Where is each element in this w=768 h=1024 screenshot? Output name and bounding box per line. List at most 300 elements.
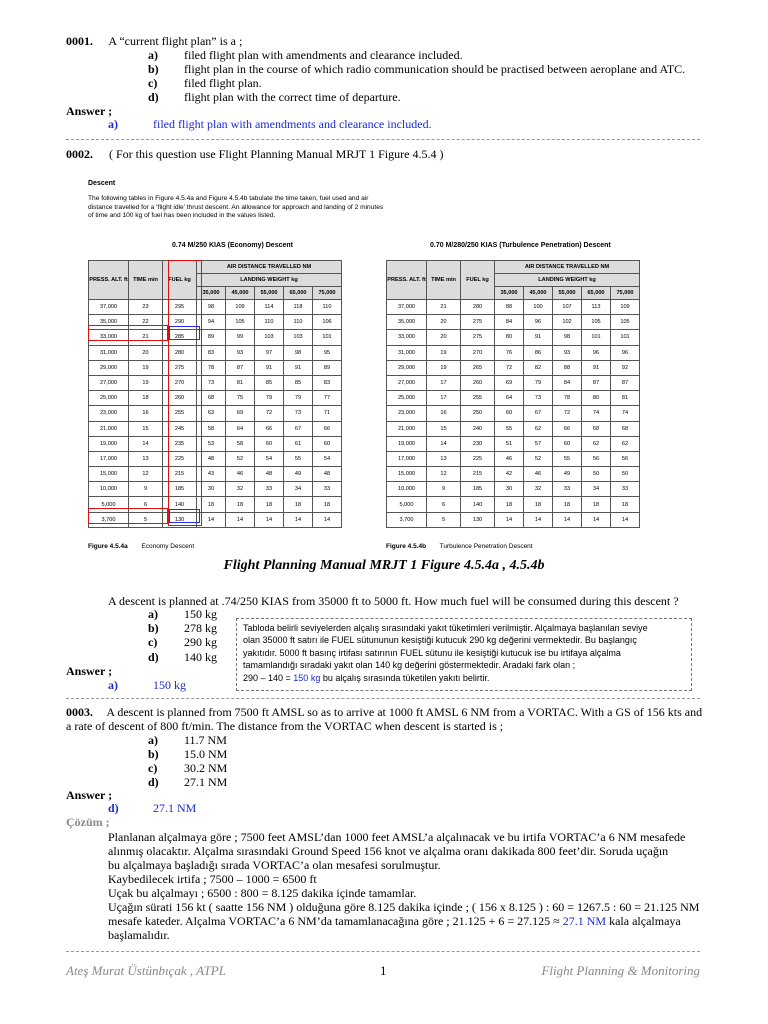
table-cell: 9 — [427, 482, 461, 497]
question-number: 0003. — [66, 705, 93, 719]
table-cell: 72 — [553, 406, 582, 421]
table-cell: 14 — [495, 512, 524, 527]
table-cell: 103 — [255, 330, 284, 345]
caption-number: Figure 4.5.4b — [386, 543, 427, 550]
table-cell: 9 — [129, 482, 163, 497]
table-cell: 72 — [255, 406, 284, 421]
table-cell: 61 — [284, 436, 313, 451]
table-row — [89, 391, 342, 406]
table-cell: 19 — [129, 375, 163, 390]
table-cell: 105 — [582, 315, 611, 330]
table-cell: 25,000 — [89, 391, 129, 406]
table-cell: 5 — [427, 512, 461, 527]
table-cell: 113 — [582, 300, 611, 315]
table-cell: 77 — [313, 391, 342, 406]
solution-line: Planlanan alçalmaya göre ; 7500 feet AMSL’dan 1000 feet AMSL’a alçalınacak ve bu irtifa VORTAC’a 6 NM mesafede — [108, 830, 686, 844]
table-row — [387, 512, 640, 527]
table-cell: 53 — [197, 436, 226, 451]
table-cell: 31,000 — [387, 345, 427, 360]
divider — [66, 139, 700, 140]
table-cell: 48 — [255, 467, 284, 482]
table-cell: 18 — [553, 497, 582, 512]
figure-description: The following tables in Figure 4.5.4a and Figure 4.5.4b tabulate the time taken, fuel used and air distance travelled for a ‘flight idle’ thrust descent. An allowance for approach and landing of 2 minutes of time and 100 kg of fuel has been included in the values listed. — [88, 195, 384, 219]
table-cell: 80 — [495, 330, 524, 345]
option-text: flight plan in the course of which radio communication should be practised between aeroplane and ATC. — [184, 62, 686, 76]
option-text: 150 kg — [184, 607, 217, 621]
table-cell: 34 — [582, 482, 611, 497]
table-cell: 107 — [553, 300, 582, 315]
table-cell: 110 — [284, 315, 313, 330]
table-cell: 240 — [461, 421, 495, 436]
table-cell: 99 — [226, 330, 255, 345]
table-cell: 48 — [313, 467, 342, 482]
q2-answer — [108, 678, 186, 693]
caption-number: Figure 4.5.4a — [88, 543, 128, 550]
table-cell: 46 — [524, 467, 553, 482]
table-cell: 18 — [524, 497, 553, 512]
table-cell: 55 — [553, 451, 582, 466]
option-letter: b) — [148, 62, 159, 76]
table-cell: 13 — [129, 451, 163, 466]
table-cell: 275 — [461, 330, 495, 345]
table-cell: 18 — [582, 497, 611, 512]
col-header-air-distance: AIR DISTANCE TRAVELLED NM — [495, 261, 640, 274]
table-cell: 98 — [197, 300, 226, 315]
table-cell: 62 — [611, 436, 640, 451]
table-cell: 34 — [284, 482, 313, 497]
table-cell: 94 — [197, 315, 226, 330]
table-cell: 140 — [163, 497, 197, 512]
option-a[interactable] — [148, 607, 217, 622]
option-a[interactable] — [148, 733, 227, 748]
table-cell: 96 — [582, 345, 611, 360]
left-table-title: 0.74 M/250 KIAS (Economy) Descent — [172, 242, 293, 249]
table-cell: 83 — [313, 375, 342, 390]
table-cell: 20 — [427, 315, 461, 330]
table-cell: 15 — [129, 421, 163, 436]
table-cell: 16 — [427, 406, 461, 421]
table-cell: 33,000 — [89, 330, 129, 345]
table-cell: 14 — [553, 512, 582, 527]
table-cell: 91 — [255, 360, 284, 375]
table-cell: 275 — [163, 360, 197, 375]
solution-text-part: mesafe kateder. Alçalma VORTAC’a 6 NM’da tamamlanacağına göre ; 21.125 + 6 = 27.125 ≈ — [108, 914, 563, 928]
table-cell: 27,000 — [387, 375, 427, 390]
weight-header: 55,000 — [255, 287, 284, 300]
table-cell: 250 — [461, 406, 495, 421]
table-cell: 64 — [226, 421, 255, 436]
option-letter: a) — [148, 607, 158, 621]
weight-header: 45,000 — [524, 287, 553, 300]
table-cell: 56 — [582, 451, 611, 466]
question-number: 0002. — [66, 147, 93, 161]
divider — [66, 698, 700, 699]
table-cell: 97 — [255, 345, 284, 360]
col-header-fuel: FUEL kg — [163, 261, 197, 300]
table-cell: 86 — [524, 345, 553, 360]
option-b[interactable] — [148, 621, 217, 636]
table-cell: 52 — [524, 451, 553, 466]
table-cell: 76 — [495, 345, 524, 360]
option-a[interactable] — [148, 48, 463, 63]
q2-stem — [66, 147, 443, 162]
table-cell: 92 — [611, 360, 640, 375]
table-cell: 30 — [495, 482, 524, 497]
table-row — [387, 436, 640, 451]
table-cell: 56 — [611, 451, 640, 466]
table-cell: 15 — [427, 421, 461, 436]
table-cell: 270 — [461, 345, 495, 360]
col-header-landing-weight: LANDING WEIGHT kg — [495, 274, 640, 287]
figure-heading: Descent — [88, 180, 116, 187]
table-row — [387, 482, 640, 497]
table-cell: 29,000 — [387, 360, 427, 375]
table-cell: 96 — [611, 345, 640, 360]
table-cell: 14 — [524, 512, 553, 527]
option-text: 27.1 NM — [184, 775, 228, 789]
table-cell: 80 — [582, 391, 611, 406]
table-cell: 49 — [553, 467, 582, 482]
table-cell: 35,000 — [89, 315, 129, 330]
table-cell: 55 — [495, 421, 524, 436]
weight-header: 75,000 — [611, 287, 640, 300]
table-cell: 30 — [197, 482, 226, 497]
table-cell: 15,000 — [387, 467, 427, 482]
table-cell: 60 — [553, 436, 582, 451]
question-text: A “current flight plan” is a ; — [108, 34, 243, 48]
option-d[interactable] — [148, 650, 217, 665]
highlight-290-cell — [169, 326, 200, 340]
table-row — [387, 345, 640, 360]
table-cell: 37,000 — [387, 300, 427, 315]
solution-line: alınmış olacaktır. Alçalma sırasındaki Ground Speed 156 knot ve alçalma oranı dakikada 800 feet’dir. Soruda uçağın — [108, 844, 669, 858]
answer-letter: a) — [108, 117, 118, 131]
table-cell: 114 — [255, 300, 284, 315]
option-letter: a) — [148, 48, 158, 62]
solution-label: Çözüm ; — [66, 815, 110, 829]
table-cell: 48 — [197, 451, 226, 466]
option-text: 290 kg — [184, 635, 217, 650]
table-cell: 255 — [163, 406, 197, 421]
table-cell: 12 — [427, 467, 461, 482]
weight-header: 35,000 — [495, 287, 524, 300]
table-cell: 105 — [226, 315, 255, 330]
table-row — [387, 300, 640, 315]
table-cell: 23,000 — [387, 406, 427, 421]
table-cell: 60 — [313, 436, 342, 451]
option-c[interactable] — [148, 761, 227, 776]
table-cell: 31,000 — [89, 345, 129, 360]
table-cell: 60 — [255, 436, 284, 451]
table-cell: 101 — [582, 330, 611, 345]
table-cell: 66 — [255, 421, 284, 436]
right-caption — [386, 543, 533, 550]
table-cell: 63 — [197, 406, 226, 421]
highlight-140-cell — [169, 509, 200, 523]
table-cell: 245 — [163, 421, 197, 436]
table-cell: 130 — [163, 512, 197, 527]
caption-text: Economy Descent — [141, 543, 195, 550]
note-highlight: 150 kg — [293, 672, 321, 683]
table-cell: 68 — [582, 421, 611, 436]
option-text: 30.2 NM — [184, 761, 228, 775]
col-header-fuel: FUEL kg — [461, 261, 495, 300]
table-cell: 49 — [284, 467, 313, 482]
weight-header: 55,000 — [553, 287, 582, 300]
table-cell: 23,000 — [89, 406, 129, 421]
table-row — [89, 482, 342, 497]
table-cell: 19 — [427, 345, 461, 360]
table-cell: 295 — [163, 300, 197, 315]
table-cell: 102 — [553, 315, 582, 330]
table-cell: 6 — [427, 497, 461, 512]
table-cell: 14 — [197, 512, 226, 527]
solution-highlight: 27.1 NM — [562, 914, 607, 928]
note-text: 290 – 140 = — [243, 672, 294, 683]
q3-answer — [108, 801, 196, 816]
table-cell: 55 — [284, 451, 313, 466]
descent-figure — [88, 180, 688, 560]
table-cell: 88 — [553, 360, 582, 375]
right-table-title: 0.70 M/280/250 KIAS (Turbulence Penetration) Descent — [430, 242, 611, 249]
table-cell: 50 — [582, 467, 611, 482]
table-cell: 14 — [427, 436, 461, 451]
table-cell: 14 — [129, 436, 163, 451]
note-line: yakıtıdır. 5000 ft basınç irtifası satırının FUEL sütunu ile kesiştiği kutucuk ise bu irtifaya alçalma — [243, 647, 621, 658]
option-letter: d) — [148, 649, 159, 664]
table-cell: 98 — [553, 330, 582, 345]
table-cell: 109 — [611, 300, 640, 315]
table-cell: 5,000 — [387, 497, 427, 512]
table-cell: 84 — [495, 315, 524, 330]
solution-line: başlamalıdır. — [108, 928, 170, 942]
table-row — [89, 375, 342, 390]
table-cell: 81 — [611, 391, 640, 406]
table-row — [387, 467, 640, 482]
table-cell: 3,700 — [89, 512, 129, 527]
table-cell: 21,000 — [387, 421, 427, 436]
highlight-5000-row — [88, 508, 168, 524]
table-cell: 68 — [611, 421, 640, 436]
table-cell: 54 — [255, 451, 284, 466]
note-text: bu alçalış sırasında tüketilen yakıtı belirtir. — [320, 672, 490, 683]
option-letter: b) — [148, 621, 159, 636]
table-cell: 10,000 — [89, 482, 129, 497]
question-text: A descent is planned from 7500 ft AMSL so as to arrive at 1000 ft AMSL 6 NM from a VORTAC. With a GS of 156 kts and — [106, 705, 703, 719]
table-cell: 18 — [495, 497, 524, 512]
table-cell: 5,000 — [89, 497, 129, 512]
table-cell: 3,700 — [387, 512, 427, 527]
table-cell: 270 — [163, 375, 197, 390]
table-cell: 73 — [197, 375, 226, 390]
table-cell: 280 — [163, 345, 197, 360]
table-cell: 51 — [495, 436, 524, 451]
option-c[interactable] — [148, 635, 217, 650]
left-caption — [88, 543, 194, 550]
table-cell: 87 — [611, 375, 640, 390]
table-cell: 88 — [495, 300, 524, 315]
table-cell: 75 — [226, 391, 255, 406]
table-row — [89, 345, 342, 360]
option-d[interactable] — [148, 775, 227, 790]
table-cell: 58 — [197, 421, 226, 436]
table-cell: 87 — [582, 375, 611, 390]
table-cell: 280 — [461, 300, 495, 315]
table-cell: 18 — [197, 497, 226, 512]
table-row — [89, 421, 342, 436]
table-cell: 14 — [313, 512, 342, 527]
note-line: Tabloda belirli seviyelerden alçalış sırasındaki yakıt tüketimleri verilmiştir. Alçalmaya başlanılan seviye — [243, 623, 648, 633]
solution-line: bu alçalmaya başladığı sırada VORTAC’a olan mesafesi sorulmuştur. — [108, 858, 441, 872]
option-b[interactable] — [148, 747, 227, 762]
table-cell: 29,000 — [89, 360, 129, 375]
table-cell: 17,000 — [89, 451, 129, 466]
option-c[interactable] — [148, 76, 262, 91]
table-cell: 18 — [226, 497, 255, 512]
table-cell: 81 — [226, 375, 255, 390]
note-line: tamamlandığı sıradaki yakıt olan 140 kg değerini göstermektedir. Aradaki fark olan ; — [243, 660, 576, 671]
table-cell: 32 — [226, 482, 255, 497]
table-cell: 91 — [582, 360, 611, 375]
table-cell: 42 — [495, 467, 524, 482]
table-row — [387, 360, 640, 375]
table-cell: 16 — [129, 406, 163, 421]
table-cell: 78 — [197, 360, 226, 375]
table-cell: 95 — [313, 345, 342, 360]
table-cell: 58 — [226, 436, 255, 451]
table-cell: 67 — [524, 406, 553, 421]
table-cell: 87 — [226, 360, 255, 375]
q3-stem — [66, 705, 702, 720]
table-cell: 19,000 — [387, 436, 427, 451]
table-row — [387, 315, 640, 330]
divider — [66, 951, 700, 952]
table-cell: 103 — [284, 330, 313, 345]
table-row — [89, 451, 342, 466]
table-cell: 23 — [129, 300, 163, 315]
option-letter: c) — [148, 635, 158, 650]
table-cell: 225 — [461, 451, 495, 466]
table-row — [387, 391, 640, 406]
table-cell: 17 — [427, 391, 461, 406]
footer-author: Ateş Murat Üstünbıçak , ATPL — [66, 963, 226, 978]
table-cell: 10,000 — [387, 482, 427, 497]
table-cell: 255 — [461, 391, 495, 406]
table-row — [89, 406, 342, 421]
table-cell: 69 — [495, 375, 524, 390]
table-cell: 12 — [129, 467, 163, 482]
option-letter: b) — [148, 747, 159, 761]
answer-text: 150 kg — [153, 678, 186, 692]
table-cell: 13 — [427, 451, 461, 466]
table-cell: 140 — [461, 497, 495, 512]
col-header-press-alt: PRESS. ALT. ft — [89, 261, 129, 300]
table-cell: 98 — [284, 345, 313, 360]
answer-label: Answer ; — [66, 104, 113, 118]
caption-text: Turbulence Penetration Descent — [439, 543, 533, 550]
table-cell: 275 — [461, 315, 495, 330]
table-cell: 85 — [255, 375, 284, 390]
q1-answer — [108, 117, 432, 132]
option-text: 140 kg — [184, 649, 217, 664]
table-cell: 60 — [495, 406, 524, 421]
table-cell: 32 — [524, 482, 553, 497]
table-cell: 185 — [163, 482, 197, 497]
option-text: flight plan with the correct time of departure. — [184, 90, 401, 104]
table-cell: 91 — [284, 360, 313, 375]
table-cell: 67 — [284, 421, 313, 436]
question-text-line2: a rate of descent of 800 ft/min. The distance from the VORTAC when descent is started is ; — [66, 719, 504, 733]
table-cell: 225 — [163, 451, 197, 466]
table-cell: 82 — [524, 360, 553, 375]
table-cell: 66 — [313, 421, 342, 436]
table-row — [89, 436, 342, 451]
descent-table — [386, 260, 640, 528]
table-cell: 33 — [255, 482, 284, 497]
table-cell: 74 — [582, 406, 611, 421]
note-line — [243, 672, 685, 684]
col-header-press-alt: PRESS. ALT. ft — [387, 261, 427, 300]
table-cell: 22 — [129, 315, 163, 330]
solution-line — [108, 914, 681, 929]
table-cell: 33 — [313, 482, 342, 497]
weight-header: 65,000 — [582, 287, 611, 300]
table-cell: 265 — [461, 360, 495, 375]
table-cell: 89 — [313, 360, 342, 375]
table-cell: 79 — [284, 391, 313, 406]
table-cell: 69 — [226, 406, 255, 421]
table-cell: 18 — [255, 497, 284, 512]
table-cell: 18 — [129, 391, 163, 406]
footer-subject: Flight Planning & Monitoring — [541, 963, 700, 978]
table-cell: 85 — [284, 375, 313, 390]
table-cell: 52 — [226, 451, 255, 466]
figure-title: Flight Planning Manual MRJT 1 Figure 4.5.4a , 4.5.4b — [223, 558, 545, 573]
table-cell: 5 — [129, 512, 163, 527]
weight-header: 75,000 — [313, 287, 342, 300]
weight-header: 45,000 — [226, 287, 255, 300]
weight-header: 35,000 — [197, 287, 226, 300]
descent-table — [88, 260, 342, 528]
table-cell: 18 — [611, 497, 640, 512]
option-b[interactable] — [148, 62, 685, 77]
table-cell: 14 — [255, 512, 284, 527]
table-cell: 260 — [461, 375, 495, 390]
answer-text: 27.1 NM — [153, 801, 197, 815]
table-row — [89, 467, 342, 482]
table-cell: 110 — [255, 315, 284, 330]
table-cell: 14 — [611, 512, 640, 527]
question-text: ( For this question use Flight Planning Manual MRJT 1 Figure 4.5.4 ) — [109, 147, 444, 161]
table-cell: 96 — [524, 315, 553, 330]
table-cell: 215 — [461, 467, 495, 482]
option-d[interactable] — [148, 90, 401, 105]
table-cell: 33,000 — [387, 330, 427, 345]
answer-label: Answer ; — [66, 788, 113, 802]
table-cell: 68 — [197, 391, 226, 406]
col-header-time: TIME min — [129, 261, 163, 300]
table-cell: 46 — [226, 467, 255, 482]
table-cell: 54 — [313, 451, 342, 466]
table-cell: 18 — [284, 497, 313, 512]
table-cell: 215 — [163, 467, 197, 482]
table-cell: 73 — [524, 391, 553, 406]
option-letter: a) — [148, 733, 158, 747]
q2-question: A descent is planned at .74/250 KIAS from 35000 ft to 5000 ft. How much fuel will be consumed during this descent ? — [108, 594, 679, 608]
table-row — [387, 497, 640, 512]
table-cell: 19 — [427, 360, 461, 375]
col-header-air-distance: AIR DISTANCE TRAVELLED NM — [197, 261, 342, 274]
